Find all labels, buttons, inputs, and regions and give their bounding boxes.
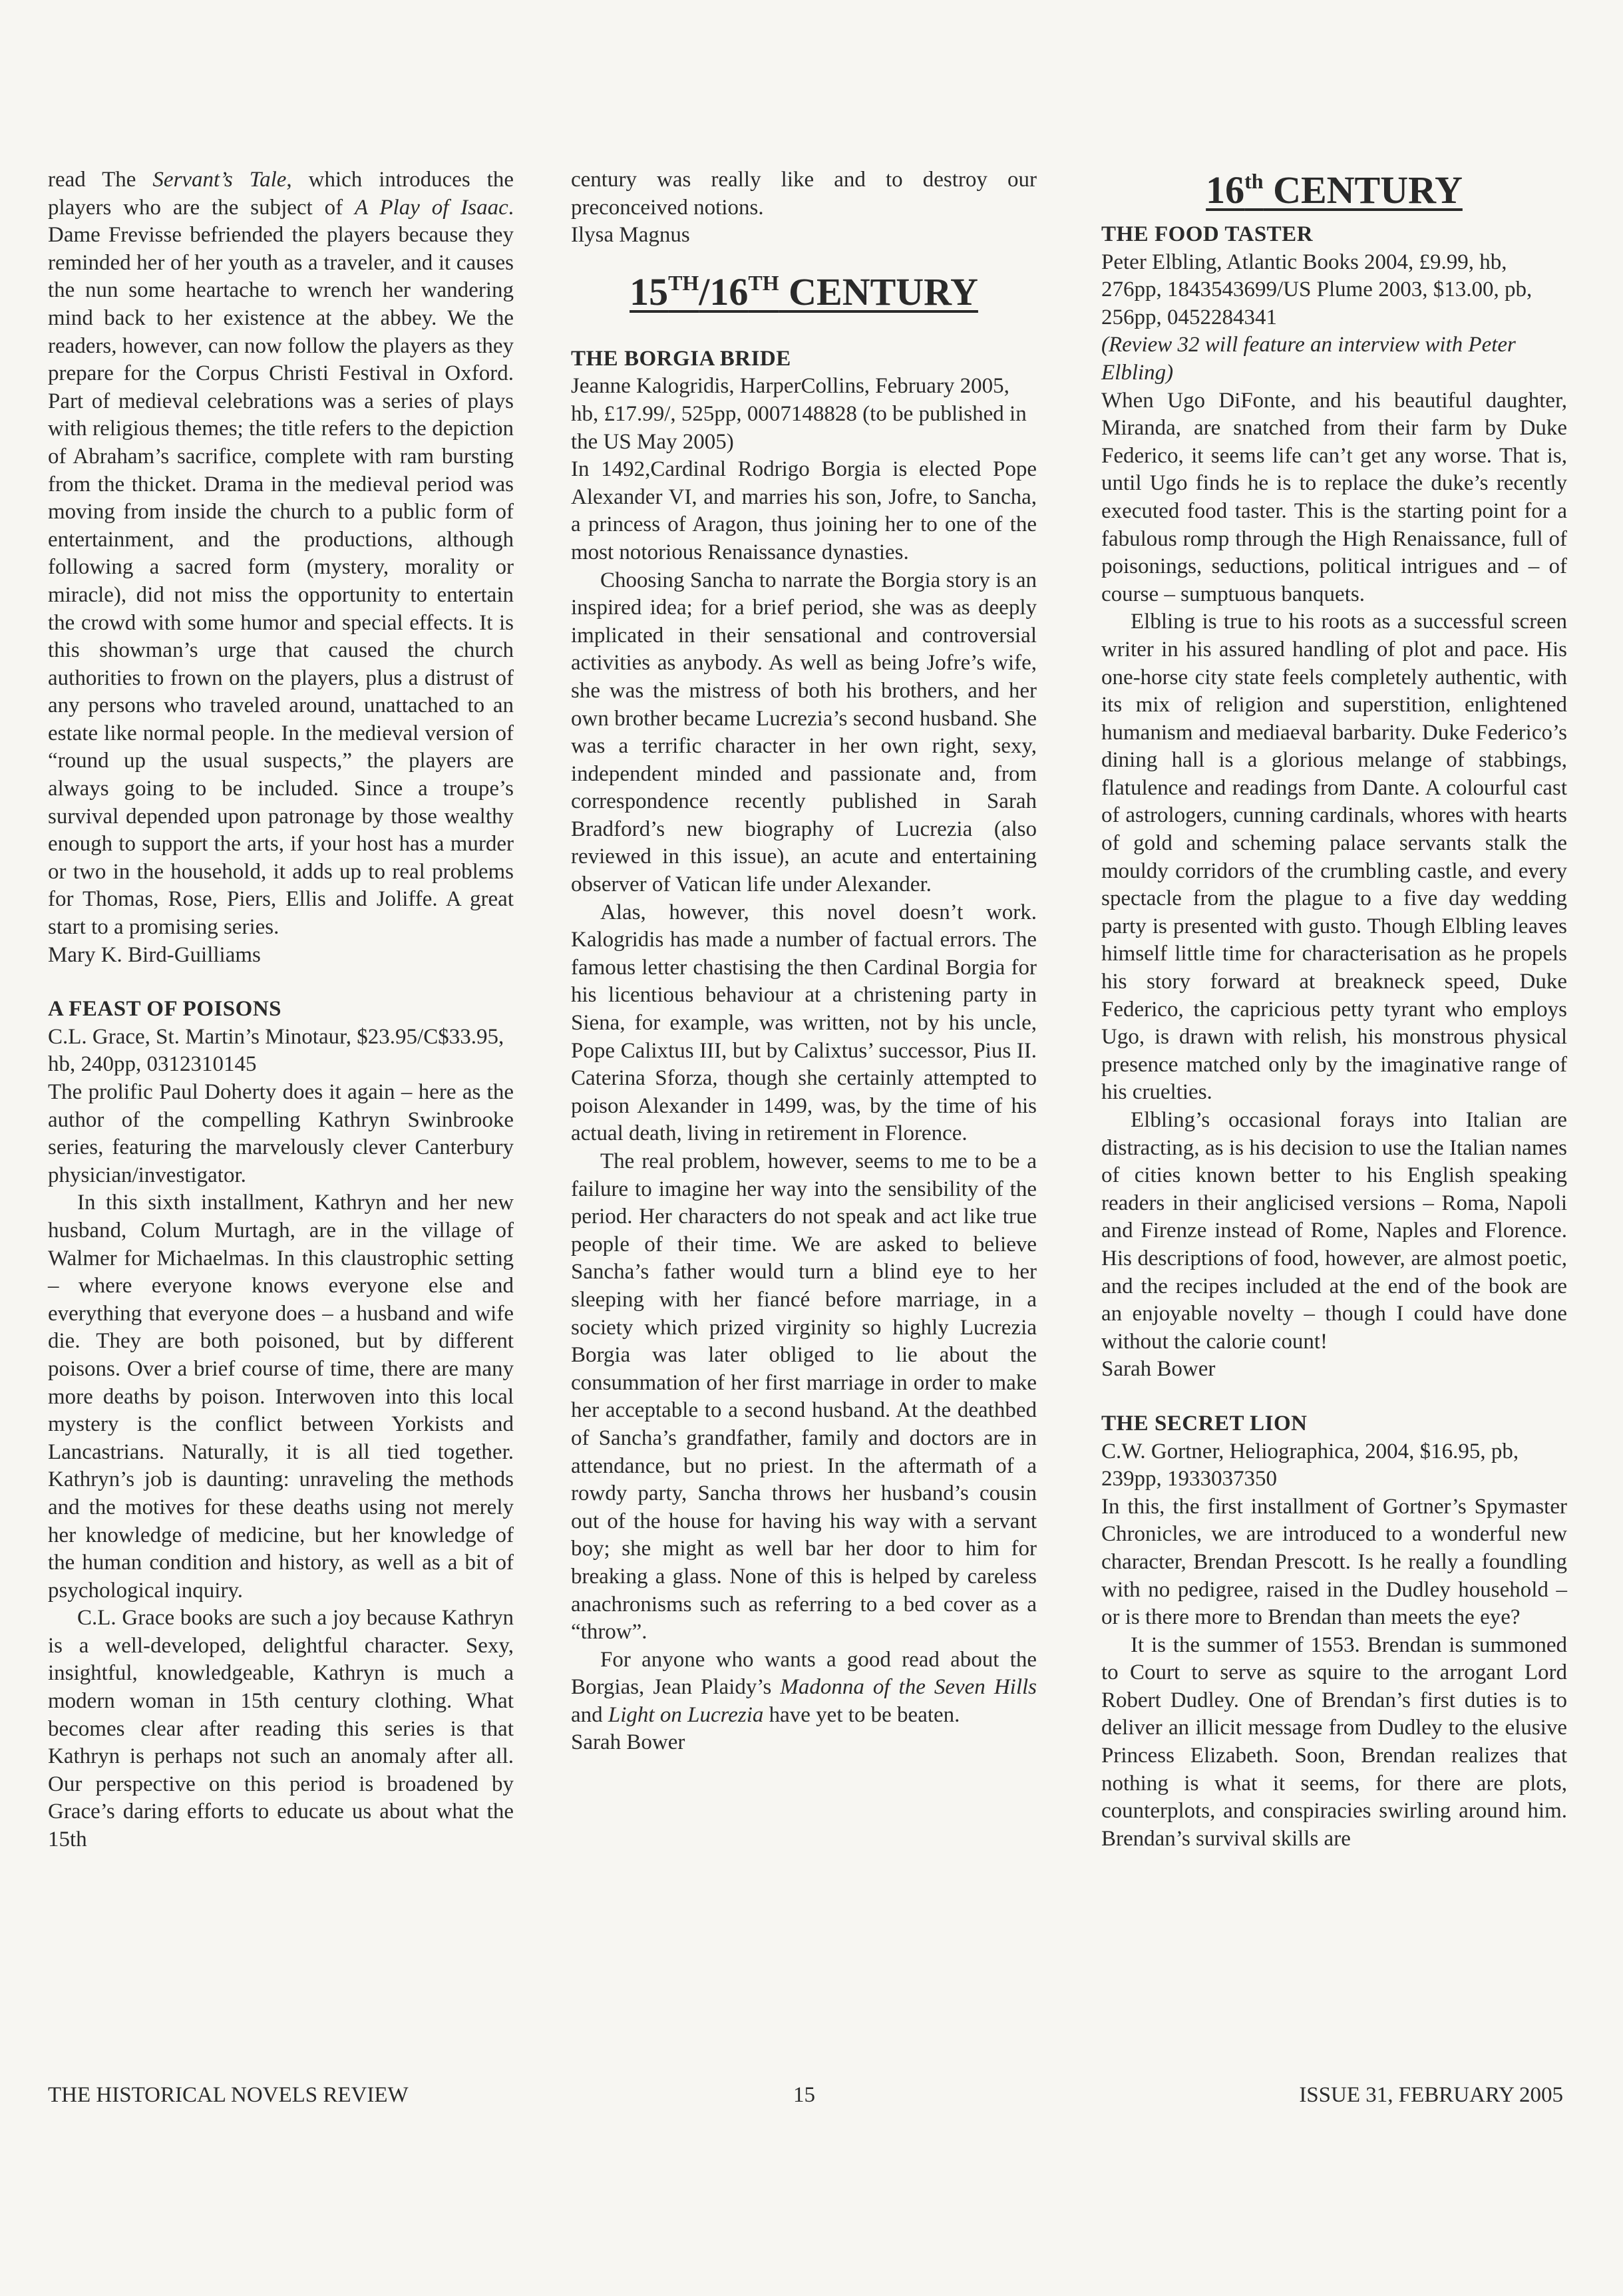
review-paragraph: Alas, however, this novel doesn’t work. Kalogridis has made a number of factual errors. The famous letter chastising the then Cardinal Borgia for his licentious behaviour at a christening party in Siena, for example, was written, not by his uncle, Pope Calixtus III, but by Calixtus’ successor, Pius II. Caterina Sforza, though she certainly attempted to poison Alexander in 1499, was, by the time of his actual death, living in retirement in Florence.	[571, 900, 1037, 1146]
review-paragraph: century was really like and to destroy our preconceived notions.	[571, 168, 1037, 220]
section-heading-16th-century: 16th CENTURY	[1206, 168, 1463, 212]
review-paragraph: Elbling is true to his roots as a successful screen writer in his assured handling of plot and pace. His one-horse city state feels completely authentic, with its mix of religion and superstition, enlightened humanism and mediaeval barbarity. Duke Federico’s dining hall is a glorious melange of stabbings, flatulence and readings from Dante. A colourful cast of astrologers, cunning cardinals, whores with hearts of gold and scheming palace servants stalk the mouldy corridors of the crumbling castle, and every spectacle from the plague to a five day wedding party is presented with gusto. Though Elbling leaves himself little time for characterisation as he propels his story forward at breakneck speed, Duke Federico, the capricious petty tyrant who employs Ugo, is drawn with relish, his monstrous physical presence matched only by the imaginative range of his cruelties.	[1101, 610, 1567, 1105]
review-paragraph: C.L. Grace books are such a joy because Kathryn is a well-developed, delightful character. Sexy, insightful, knowledgeable, Kathryn is much a modern woman in 15th century clothing. What becomes clear after reading this series is that Kathryn is perhaps not such an anomaly after all. Our perspective on this period is broadened by Grace’s daring efforts to educate us about what the 15th	[48, 1606, 514, 1852]
review-paragraph: The prolific Paul Doherty does it again – here as the author of the compelling Kathryn Swinbrooke series, featuring the marvelously clever Canterbury physician/investigator.	[48, 1080, 514, 1187]
reviewer-signature: Ilysa Magnus	[571, 223, 690, 248]
section-heading-15th-16th-century: 15TH/16TH CENTURY	[630, 270, 978, 313]
review-paragraph: When Ugo DiFonte, and his beautiful daughter, Miranda, are snatched from their farm by Duke Federico, it seems life can’t get any worse. That is, until Ugo finds he is to replace the duke’s recently executed food taster. This is the starting point for a fabulous romp through the High Renaissance, full of poisonings, seductions, political intrigues and – of course – sumptuous banquets.	[1101, 388, 1567, 606]
book-details: C.W. Gortner, Heliographica, 2004, $16.95, pb, 239pp, 1933037350	[1101, 1439, 1519, 1491]
footer-page-number: 15	[793, 2083, 815, 2107]
book-details: C.L. Grace, St. Martin’s Minotaur, $23.95/C$33.95, hb, 240pp, 0312310145	[48, 1024, 504, 1077]
review-paragraph: The real problem, however, seems to me to be a failure to imagine her way into the sensibility of the period. Her characters do not speak and act like true people of their time. We are asked to believe Sancha’s father would turn a blind eye to her sleeping with her fiancé before marriage, in a society which prized virginity so highly Lucrezia Borgia was later obliged to lie about the consummation of her first marriage in order to make her acceptable to a second husband. At the deathbed of Sancha’s grandfather, family and doctors are in attendance, but no priest. In the aftermath of a rowdy party, Sancha throws her husband’s cousin out of the house for having his way with a servant boy; she might as well bar her door to him for breaking a glass. None of this is helped by careless anachronisms such as referring to a bed cover as a “throw”.	[571, 1149, 1037, 1644]
review-paragraph: For anyone who wants a good read about the Borgias, Jean Plaidy’s Madonna of the Seven Hills and Light on Lucrezia have yet to be beaten.	[571, 1647, 1037, 1727]
footer-publication-name: THE HISTORICAL NOVELS REVIEW	[48, 2083, 409, 2107]
book-title-borgia-bride: THE BORGIA BRIDE	[571, 346, 791, 371]
review-paragraph: read The Servant’s Tale, which introduces the players who are the subject of A Play of Isaac. Dame Frevisse befriended the players because they reminded her of her youth as a traveler, and it causes the nun some heartache to wrench her wandering mind back to her existence at the abbey. We the readers, however, can now follow the players as they prepare for the Corpus Christi Festival in Oxford. Part of medieval celebrations was a series of plays with religious themes; the title refers to the depiction of Abraham’s sacrifice, complete with ram bursting from the thicket. Drama in the medieval period was moving from inside the church to a public form of entertainment, and the productions, although following a sacred form (mystery, morality or miracle), did not miss the opportunity to entertain the crowd with some humor and special effects. It is this showman’s urge that caused the church authorities to frown on the players, plus a distrust of any persons who traveled around, unattached to an estate like normal people. In the medieval version of “round up the usual suspects,” the players are always going to be included. Since a troupe’s survival depended upon patronage by those wealthy enough to support the arts, if your host has a murder or two in the household, it adds up to real problems for Thomas, Rose, Piers, Ellis and Joliffe. A great start to a promising series.	[48, 168, 514, 940]
column-1	[48, 166, 514, 1854]
review-paragraph: It is the summer of 1553. Brendan is summoned to Court to serve as squire to the arrogant Lord Robert Dudley. One of Brendan’s first duties is to deliver an illicit message from Dudley to the elusive Princess Elizabeth. Soon, Brendan realizes that nothing is what it seems, for there are plots, counterplots, and conspiracies swirling around him. Brendan’s survival skills are	[1101, 1632, 1567, 1851]
book-details: Jeanne Kalogridis, HarperCollins, February 2005, hb, £17.99/, 525pp, 0007148828 (to be published in the US May 2005)	[571, 374, 1027, 454]
book-title-secret-lion: THE SECRET LION	[1101, 1411, 1308, 1435]
book-details: Peter Elbling, Atlantic Books 2004, £9.99, hb, 276pp, 1843543699/US Plume 2003, $13.00, pb, 256pp, 0452284341	[1101, 250, 1533, 329]
reviewer-signature: Sarah Bower	[571, 1730, 685, 1755]
review-paragraph: In this, the first installment of Gortner’s Spymaster Chronicles, we are introduced to a wonderful new character, Brendan Prescott. Is he really a foundling with no pedigree, raised in the Dudley household – or is there more to Brendan than meets the eye?	[1101, 1494, 1567, 1630]
review-paragraph: In 1492,Cardinal Rodrigo Borgia is elected Pope Alexander VI, and marries his son, Jofre, to Sancha, a princess of Aragon, thus joining her to one of the most notorious Renaissance dynasties.	[571, 457, 1037, 564]
book-title-feast-of-poisons: A FEAST OF POISONS	[48, 997, 282, 1022]
review-paragraph: Elbling’s occasional forays into Italian are distracting, as is his decision to use the Italian names of cities known better to his English speaking readers in their anglicised versions – Roma, Napoli and Firenze instead of Rome, Naples and Florence. His descriptions of food, however, are almost poetic, and the recipes included at the end of the book are an enjoyable novelty – though I could have done without the calorie count!	[1101, 1108, 1567, 1354]
reviewer-signature: Mary K. Bird-Guilliams	[48, 942, 261, 967]
editor-note: (Review 32 will feature an interview with Peter Elbling)	[1101, 333, 1516, 385]
column-2	[571, 166, 1037, 1757]
review-paragraph: Choosing Sancha to narrate the Borgia story is an inspired idea; for a brief period, she was as deeply implicated in their sensational and controversial activities as anybody. As well as being Jofre’s wife, she was the mistress of both his brothers, and her own brother became Lucrezia’s second husband. She was a terrific character in her own right, sexy, independent minded and passionate and, from correspondence recently published in Sarah Bradford’s new biography of Lucrezia (also reviewed in this issue), an acute and entertaining observer of Vatican life under Alexander.	[571, 568, 1037, 897]
footer-issue-date: ISSUE 31, FEBRUARY 2005	[1299, 2083, 1563, 2107]
column-3	[1101, 166, 1567, 1853]
review-paragraph: In this sixth installment, Kathryn and her new husband, Colum Murtagh, are in the village of Walmer for Michaelmas. In this claustrophic setting – where everyone knows everyone else and everything that everyone does – a husband and wife die. They are both poisoned, but by different poisons. Over a brief course of time, there are many more deaths by poison. Interwoven into this local mystery is the conflict between Yorkists and Lancastrians. Naturally, it is all tied together. Kathryn’s job is daunting: unraveling the methods and the motives for these deaths using not merely her knowledge of medicine, but her knowledge of the human condition and history, as well as a bit of psychological inquiry.	[48, 1191, 514, 1603]
book-title-food-taster: THE FOOD TASTER	[1101, 222, 1314, 246]
reviewer-signature: Sarah Bower	[1101, 1357, 1216, 1382]
